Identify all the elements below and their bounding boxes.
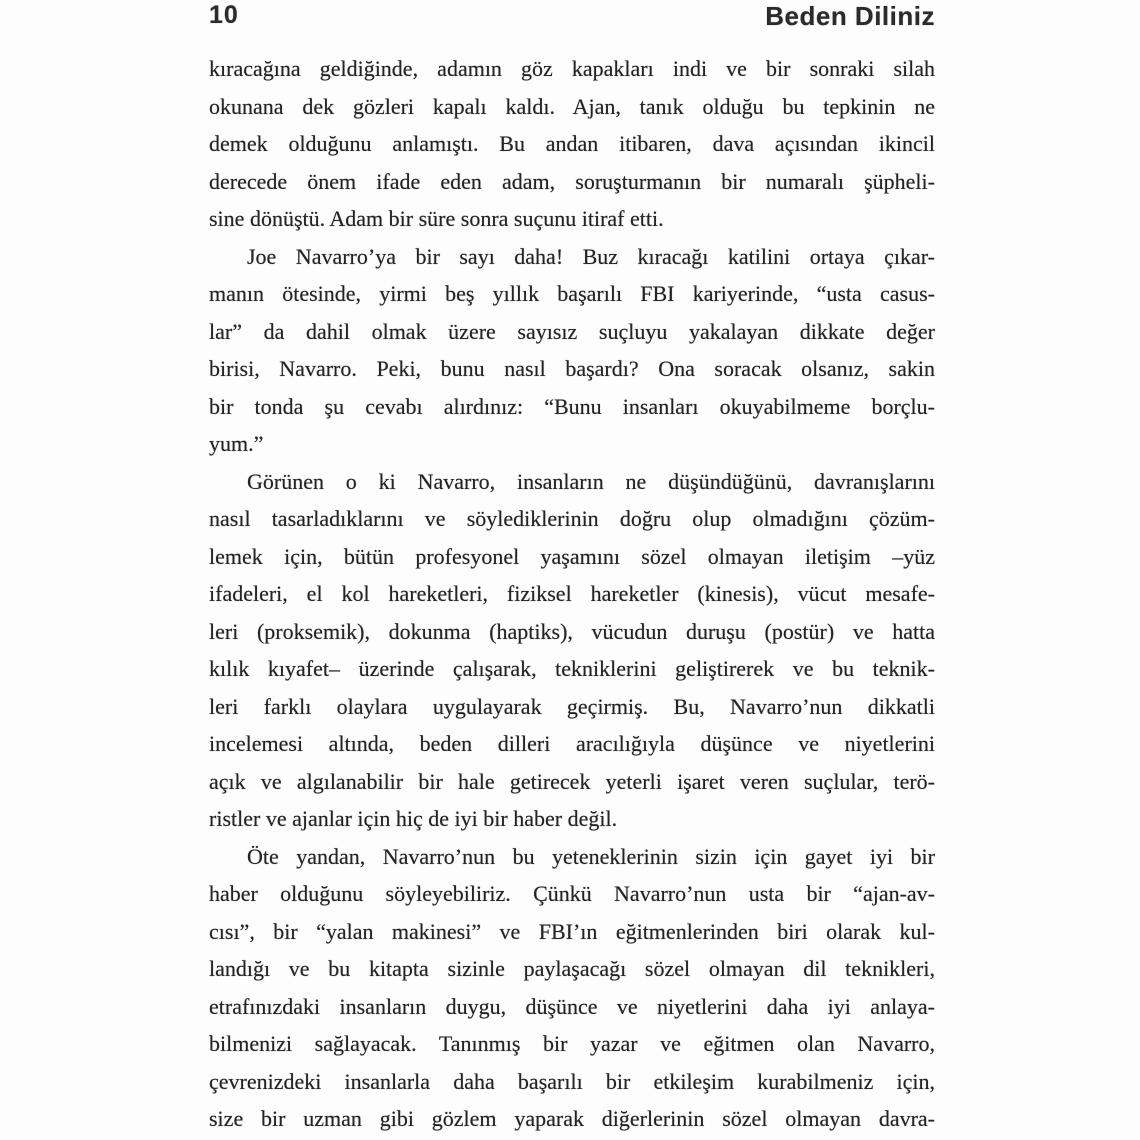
text-line: Görünen o ki Navarro, insanların ne düşündüğünü, davranışlarını	[247, 468, 935, 494]
text-line: bilmenizi sağlayacak. Tanınmış bir yazar ve eğitmen olan Navarro,	[209, 1031, 935, 1056]
text-line: lemek için, bütün profesyonel yaşamını sözel olmayan iletişim –yüz	[209, 543, 935, 569]
text-line: etrafınızdaki insanların duygu, düşünce ve niyetlerini daha iyi anlaya-	[209, 993, 935, 1019]
page-header	[209, 1, 935, 32]
text-line: Öte yandan, Navarro’nun bu yeteneklerinin sizin için gayet iyi bir	[247, 843, 935, 869]
running-title: Beden Diliniz	[765, 1, 935, 31]
text-line: incelemesi altında, beden dilleri aracılığıyla düşünce ve niyetlerini	[209, 731, 935, 756]
text-line: size bir uzman gibi gözlem yaparak diğerlerinin sözel olmayan davra-	[209, 1106, 935, 1131]
text-line: lar” da dahil olmak üzere sayısız suçluyu yakalayan dikkate değer	[209, 318, 935, 344]
text-line: landığı ve bu kitapta sizinle paylaşacağı sözel olmayan dil teknikleri,	[209, 956, 935, 981]
paragraph	[209, 50, 935, 238]
text-line: kılık kıyafet– üzerinde çalışarak, tekniklerini geliştirerek ve bu teknik-	[209, 656, 935, 681]
text-line: nasıl tasarladıklarını ve söylediklerinin doğru olup olmadığını çözüm-	[209, 506, 935, 531]
paragraph	[209, 238, 935, 463]
text-line: manın ötesinde, yirmi beş yıllık başarılı FBI kariyerinde, “usta casus-	[209, 281, 935, 306]
text-line: ristler ve ajanlar için hiç de iyi bir haber değil.	[209, 806, 618, 831]
text-line: leri (proksemik), dokunma (haptiks), vücudun duruşu (postür) ve hatta	[209, 618, 935, 644]
text-line: leri farklı olaylara uygulayarak geçirmiş. Bu, Navarro’nun dikkatli	[209, 693, 935, 719]
text-line: ifadeleri, el kol hareketleri, fiziksel hareketler (kinesis), vücut mesafe-	[209, 581, 935, 606]
text-line: Joe Navarro’ya bir sayı daha! Buz kıracağı katilini ortaya çıkar-	[247, 243, 935, 269]
text-line: sine dönüştü. Adam bir süre sonra suçunu itiraf etti.	[209, 206, 664, 231]
text-line: haber olduğunu söyleyebiliriz. Çünkü Navarro’nun usta bir “ajan-av-	[209, 881, 935, 906]
paragraph	[209, 463, 935, 838]
text-line: yum.”	[209, 431, 264, 456]
text-line: derecede önem ifade eden adam, soruşturmanın bir numaralı şüpheli-	[209, 168, 935, 194]
text-line: demek olduğunu anlamıştı. Bu andan itibaren, dava açısından ikincil	[209, 131, 935, 156]
text-line: açık ve algılanabilir bir hale getirecek yeterli işaret veren suçlular, terö-	[209, 768, 935, 794]
paragraph	[209, 838, 935, 1138]
text-line: okunana dek gözleri kapalı kaldı. Ajan, tanık olduğu bu tepkinin ne	[209, 93, 935, 119]
text-line: bir tonda şu cevabı alırdınız: “Bunu insanları okuyabilmeme borçlu-	[209, 393, 935, 419]
text-line: birisi, Navarro. Peki, bunu nasıl başardı? Ona soracak olsanız, sakin	[209, 356, 935, 381]
text-line: çevrenizdeki insanlarla daha başarılı bir etkileşim kurabilmeniz için,	[209, 1068, 935, 1094]
text-line: cısı”, bir “yalan makinesi” ve FBI’ın eğitmenlerinden biri olarak kul-	[209, 918, 935, 944]
body-text	[209, 50, 935, 1138]
text-line: kıracağına geldiğinde, adamın göz kapakları indi ve bir sonraki silah	[209, 56, 935, 81]
page-number: 10	[209, 1, 239, 29]
